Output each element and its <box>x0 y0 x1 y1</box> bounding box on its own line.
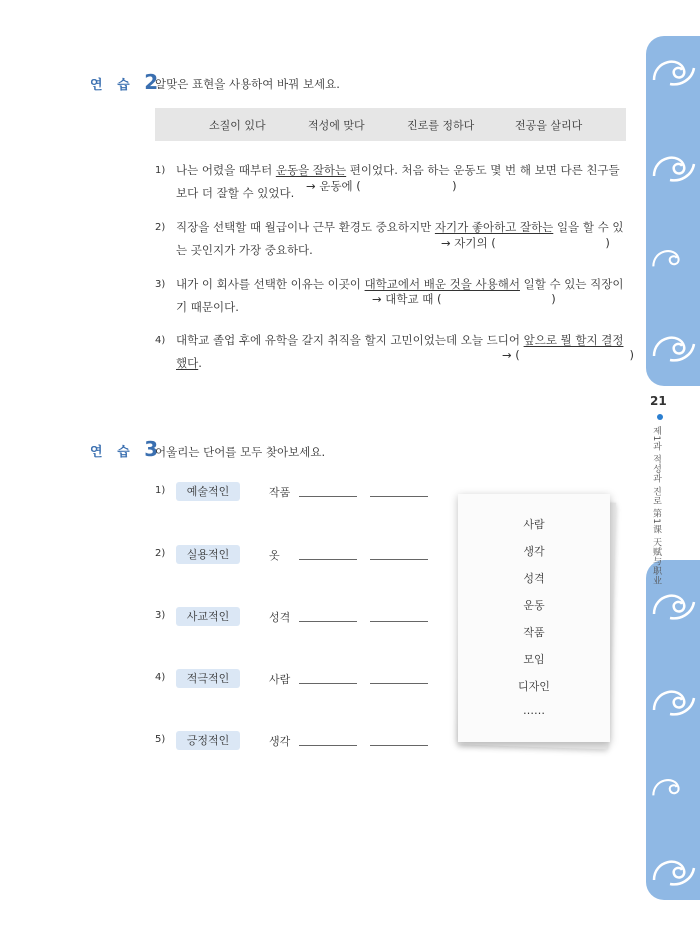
answer-blank[interactable] <box>370 496 428 497</box>
item-number: 4) <box>155 672 166 683</box>
sentence-text: 직장을 선택할 때 월급이나 근무 환경도 중요하지만 <box>176 220 435 234</box>
exercise-3-row-4 <box>155 669 435 689</box>
exercise-number: 2 <box>144 70 159 94</box>
sentence-text: 일할 수 있는 직장이기 때문이다. <box>176 277 624 314</box>
word-list-item: 디자인 <box>518 680 550 693</box>
answer-blank[interactable] <box>299 683 357 684</box>
adjective-pill: 사교적인 <box>176 607 240 626</box>
answer-blank[interactable] <box>299 745 357 746</box>
cloud-swirl-icon <box>650 241 690 275</box>
exercise-3-row-1 <box>155 482 435 502</box>
answer-blank[interactable]: → 대학교 때 ( ) <box>372 292 556 306</box>
chapter-label: 제1과 적성과 진로 第1课 天赋与职业 <box>651 426 661 585</box>
answer-blank[interactable] <box>370 745 428 746</box>
cloud-swirl-icon <box>650 584 698 624</box>
cloud-swirl-icon <box>650 146 698 186</box>
sentence-text: 일을 할 수 있는 곳인지가 가장 중요하다. <box>176 220 624 257</box>
item-number: 1) <box>155 485 166 496</box>
word-bank-item: 전공을 살리다 <box>515 118 583 132</box>
underlined-phrase: 앞으로 뭘 할지 결정했다 <box>176 333 624 370</box>
word-list-item: 모임 <box>523 653 545 666</box>
noun-label: 생각 <box>269 735 291 748</box>
adjective-pill: 적극적인 <box>176 669 240 688</box>
cloud-swirl-icon <box>650 770 690 804</box>
exercise-label: 연 습 <box>90 78 135 93</box>
exercise-3-row-3 <box>155 607 435 627</box>
item-number: 1) <box>155 165 166 176</box>
page-dot-icon <box>657 414 663 420</box>
noun-label: 작품 <box>269 486 291 499</box>
sentence-text: 나는 어렸을 때부터 <box>176 163 276 177</box>
answer-blank[interactable] <box>370 621 428 622</box>
exercise-label: 연 습 <box>90 445 135 460</box>
answer-blank[interactable] <box>299 559 357 560</box>
word-bank-item: 소질이 있다 <box>209 118 266 132</box>
sentence-text: 내가 이 회사를 선택한 이유는 이곳이 <box>176 277 365 291</box>
exercise-3-title <box>90 437 158 461</box>
decorative-side-tab-bottom <box>646 560 700 900</box>
item-number: 5) <box>155 734 166 745</box>
exercise-3-row-2 <box>155 545 435 565</box>
adjective-pill: 예술적인 <box>176 482 240 501</box>
exercise-number: 3 <box>144 437 159 461</box>
page-number: 21 <box>650 394 667 408</box>
cloud-swirl-icon <box>650 680 698 720</box>
item-number: 3) <box>155 279 166 290</box>
item-number: 3) <box>155 610 166 621</box>
answer-blank[interactable] <box>370 683 428 684</box>
word-list-item: 성격 <box>523 572 545 585</box>
item-number: 4) <box>155 335 166 346</box>
cloud-swirl-icon <box>650 850 698 890</box>
cloud-swirl-icon <box>650 326 698 366</box>
answer-blank[interactable]: → 운동에 ( ) <box>306 179 457 193</box>
word-bank-bar <box>155 108 626 141</box>
word-list-item: 생각 <box>523 545 545 558</box>
answer-blank[interactable] <box>370 559 428 560</box>
answer-blank[interactable]: → 자기의 ( ) <box>441 236 610 250</box>
word-list-item: …… <box>523 704 545 717</box>
word-bank-item: 진로를 정하다 <box>407 118 475 132</box>
exercise-2-title <box>90 70 158 94</box>
item-number: 2) <box>155 222 166 233</box>
adjective-pill: 실용적인 <box>176 545 240 564</box>
sentence-text: . <box>198 356 202 370</box>
exercise-3-instruction: 어울리는 단어를 모두 찾아보세요. <box>155 445 326 459</box>
word-list-item: 운동 <box>523 599 545 612</box>
noun-label: 성격 <box>269 611 291 624</box>
underlined-phrase: 자기가 좋아하고 잘하는 <box>434 220 554 234</box>
word-bank-item: 적성에 맞다 <box>308 118 365 132</box>
answer-blank[interactable] <box>299 496 357 497</box>
answer-blank[interactable]: → ( ) <box>502 348 634 362</box>
word-list-item: 작품 <box>523 626 545 639</box>
answer-blank[interactable] <box>299 621 357 622</box>
underlined-phrase: 대학교에서 배운 것을 사용해서 <box>364 277 520 291</box>
sentence-text: 편이었다. 처음 하는 운동도 몇 번 해 보면 다른 친구들보다 더 잘할 수 있었다. <box>176 163 620 200</box>
exercise-3-row-5 <box>155 731 435 751</box>
adjective-pill: 긍정적인 <box>176 731 240 750</box>
noun-label: 사람 <box>269 673 291 686</box>
word-list-item: 사람 <box>523 518 545 531</box>
sentence-text: 대학교 졸업 후에 유학을 갈지 취직을 할지 고민이었는데 오늘 드디어 <box>176 333 524 347</box>
exercise-2-instruction: 알맞은 표현을 사용하여 바꿔 보세요. <box>155 77 340 91</box>
decorative-side-tab-top <box>646 36 700 386</box>
item-number: 2) <box>155 548 166 559</box>
word-list-paper <box>458 494 610 742</box>
noun-label: 옷 <box>269 549 280 562</box>
underlined-phrase: 운동을 잘하는 <box>275 163 347 177</box>
cloud-swirl-icon <box>650 50 698 90</box>
